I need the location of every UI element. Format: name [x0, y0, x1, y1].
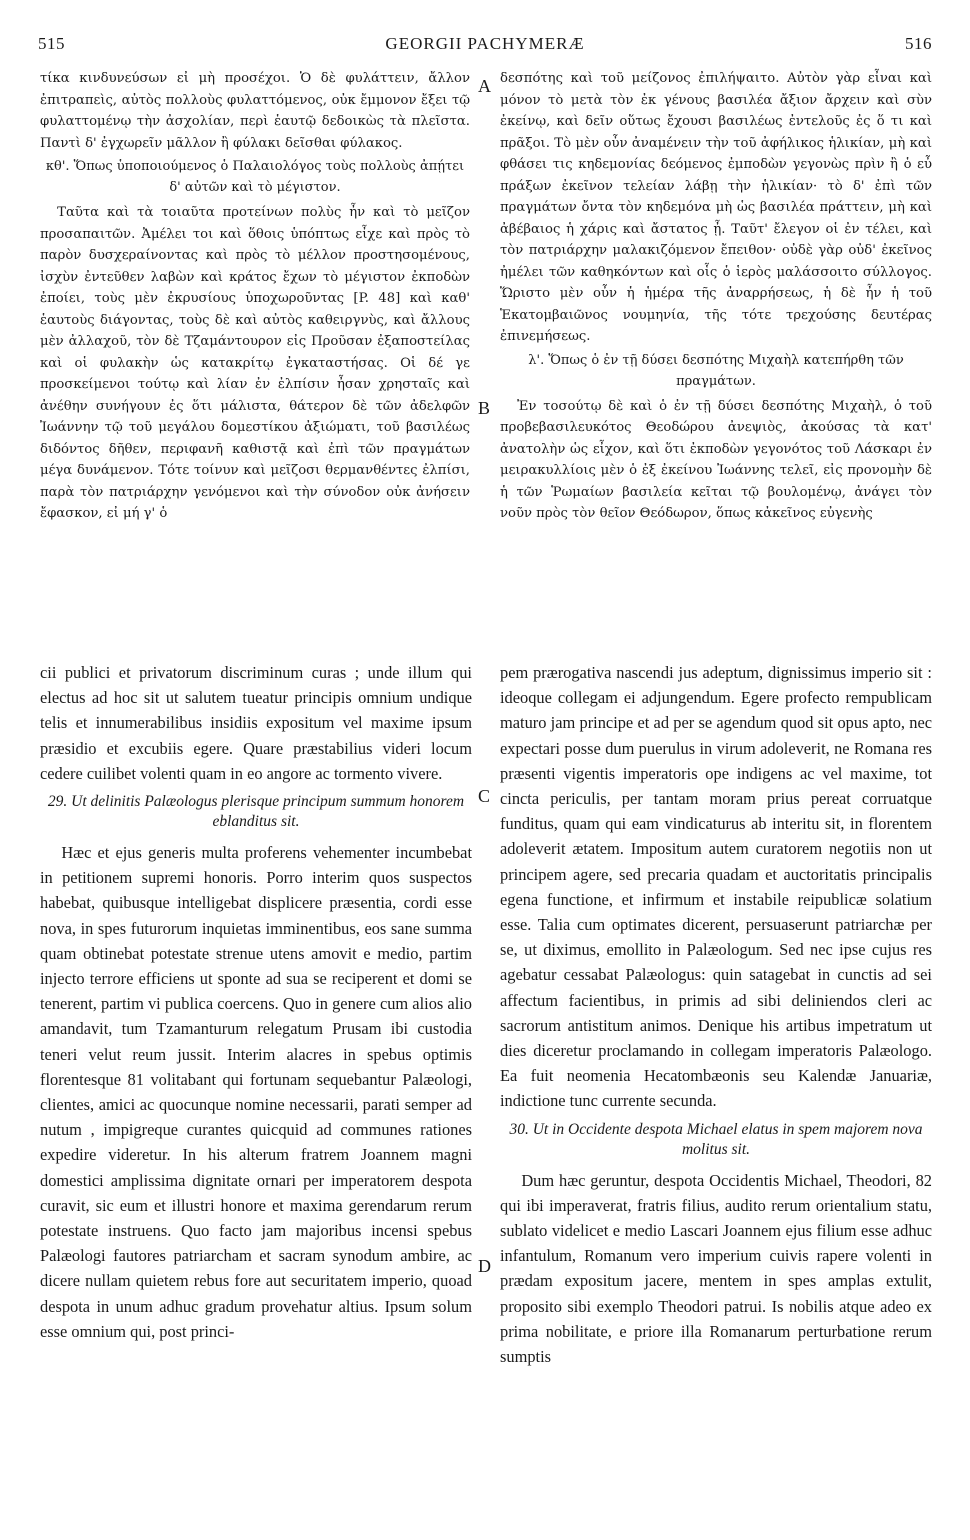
page-number-right: 516: [905, 34, 932, 53]
greek-paragraph: Ἐν τοσούτῳ δὲ καὶ ὁ ἐν τῇ δύσει δεσπότης Μιχαὴλ, ὁ τοῦ προβεβασιλευκότος Θεοδώρου ἀνεψιὸς, ἀκούσας τὰ κατ' ἀνατολὴν ὡς εἶχον, καὶ ὅτι ἐκποδὼν γεγονότος τοῦ Λάσκαρι ἐν μειρακυλλίοις μὲν ὁ ἐξ ἐκείνου Ἰωάννης τελεῖ, εἰς προνομὴν δὲ ἡ τῶν Ῥωμαίων βασιλεία κεῖται τῷ βουλομένῳ, ἀνάγει τὸν νοῦν πρὸς τὸν θεῖον Θεόδωρον, ὅπως κἀκεῖνος εὐγενὴς: [500, 398, 932, 521]
latin-paragraph: Hæc et ejus generis multa proferens vehementer incumbebat in petitionem supremi honoris. Porro interim quos suspectos habebat, quibusque intelligebat displicere præsentia, cordi esse nova, in spes futurorum inquietas imminentibus, eos sane summa quam obtinebat potestate strenue utens amovit e medio, partim injecto terrore efficiens ut sponte ad sua se reciperent et domi se tenerent, partim vi publica coercens. Quo in genere cum alios alio amandavit, tum Tzamanturum relegatum Prusam ibi custodia teneri velut reum jussit. Interim alacres in spebus optimis florentesque 81 volitabant qui fortunam sequebantur Palæologi, clientes, amici ac quocunque nomine necessarii, parati semper ad nutum , impigreque curantes quicquid ad communes rationes expedire videretur. In his alterum fratrem Joannem magni domestici amplissima dignitate ornari per imperatorem despota curavit, sic eum et illustri honore et maxima gerendarum rerum potestate instruens. Quo facto jam majoribus incensi spebus Palæologi fautores patriarcham et sacram synodum ambire, ac dicere nullam quietem rebus fore aut securitatem imperio, quoad despota in unum adhuc gradum provehatur altius. Ipsum solum esse omnium qui, post princi-: [40, 843, 472, 1341]
greek-column-left: [40, 68, 470, 628]
margin-letter-d: D: [478, 1256, 491, 1276]
greek-paragraph: δεσπότης καὶ τοῦ μείζονος ἐπιλήψαιτο. Αὐτὸν γὰρ εἶναι καὶ μόνον τὸ μετὰ τὸν ἐκ γένους βασιλέα ἄξιον ἄρχειν καὶ σὺν ἐκείνῳ, καὶ δεῖν οὕτως ἔχουσι βασιλέως ἐντελοῦς ἐς ὅ τι καὶ πρᾶξοι. Τὸ μὲν οὖν ἀναμένειν τὴν τοῦ ἀφήλικος ἡλικίαν, μὴ καὶ φθάσει τις κηδεμονίας δεόμενος ἐμποδὼν γεγονὼς πρὶν ἢ ὁ εὖ πράξων ἐκεῖνον τελείαν λάβῃ τὴν ἡλικίαν· τὸ δ' ἐπὶ τῶν πραγμάτων ὄντα τὸν κηδεμόνα μὴ ὡς βασιλέα πράττειν, μὴ καὶ ἀβέβαιος ἡ χάρις καὶ ἄστατος ᾖ. Ταῦτ' ἔλεγον οἱ ἐν τέλει, καὶ τὸν πατριάρχην μαλακιζόμενον ἔπειθον· οὐδὲ γὰρ οὐδ' ἐκεῖνος ἠμέλει τῶν καθηκόντων καὶ οἷς ὁ ἱερὸς μαλάσσοιτο σύλλογος. Ὥριστο μὲν οὖν ἡ ἡμέρα τῆς ἀναρρήσεως, ἡ δὲ ἦν ἡ τοῦ Ἑκατομβαιῶνος νουμηνία, τῆς τότε τρεχούσης δευτέρας ἐπινεμήσεως.: [500, 71, 932, 344]
margin-letter-b: B: [478, 398, 491, 418]
latin-paragraph: pem prærogativa nascendi jus adeptum, dignissimus imperio sit : ideoque collegam ei adjungendum. Egere profecto rempublicam maturo jam principe et ad per se agendum quod sit opus apto, nec expectari posse dum puerulus in virum adoleverit, ne Romana res præsenti vigentis imperatoris ope indigens ac vel maxime, tot cincta periculis, per tantam moram prius pereat corruatque funditus, quam qui eam vindicaturus ab interitu sit, in florentem adoleverit ætatem. Impositum autem curatorem negotiis non ut principem agere, sed precaria quadam et auctoritatis principalis egena functione, et infirmum et instabile reipublicæ solatium esse. Talia cum optimates dicerent, persuaserunt patriarchæ per se, ut diximus, emollito in Palæologum. Sed nec ipse cujus res agebatur cessabat Palæologus: quin satagebat in cunctis ad sei affectum facientibus, in primis ad sibi deliniendos cleri ac sacrorum antistitum animos. Denique his artibus impetratum ut dies diceretur proclamando in collegam imperatoris Palæologo. Ea fuit neomenia Hecatombæonis seu Kalendæ Januariæ, indictione tunc currente secunda.: [500, 663, 932, 1111]
latin-column-right: [500, 660, 932, 1520]
margin-letter-c: C: [478, 786, 491, 806]
latin-column-left: [40, 660, 472, 1520]
greek-chapter-heading: λ'. Ὅπως ὁ ἐν τῇ δύσει δεσπότης Μιχαὴλ κατεπήρθη τῶν πραγμάτων.: [528, 352, 904, 389]
running-title: GEORGII PACHYMERÆ: [385, 34, 585, 53]
latin-chapter-heading: 30. Ut in Occidente despota Michael elatus in spem majorem nova molitus sit.: [509, 1120, 923, 1158]
latin-paragraph: Dum hæc geruntur, despota Occidentis Michael, Theodori, 82 qui ibi imperaverat, fratris filius, audito rerum orientalium statu, sublato videlicet e medio Lascari Joannem ejus filium esse adhuc infantulum, Romanum vero imperium cuivis rapere volenti in prædam expositum jacere, mentem in spes amplas extulit, proposito sibi exemplo Theodori patrui. Is nobilis atque adeo ex prima nobilitate, e priore illa Romanarum perturbatione rerum sumptis: [500, 1170, 932, 1367]
latin-chapter-heading: 29. Ut delinitis Palæologus plerisque principum summum honorem eblanditus sit.: [47, 793, 465, 831]
greek-chapter-heading: κθ'. Ὅπως ὑποποιούμενος ὁ Παλαιολόγος τοὺς πολλοὺς ἀπῄτει δ' αὐτῶν καὶ τὸ μέγιστον.: [45, 159, 465, 195]
page-number-left: 515: [38, 34, 65, 53]
margin-letter-a: A: [478, 76, 491, 96]
latin-paragraph: cii publici et privatorum discriminum curas ; unde illum qui electus ad hoc sit ut salutem tueatur principis omnium undique telis et innumerabilibus insidiis expositum vel maxime ipsum præsidio et excubiis egere. Quare præstabilius videri locum cedere cuilibet volenti quam in eo angore ac tormento vivere.: [40, 663, 472, 783]
page-header: [38, 34, 932, 60]
greek-column-right: [500, 68, 932, 628]
greek-paragraph: τίκα κινδυνεύσων εἰ μὴ προσέχοι. Ὁ δὲ φυλάττειν, ἄλλον ἐπιτραπεὶς, αὐτὸς πολλοὺς φυλαττόμενος, οὐκ ἔμμονον ἔξει τῷ φυλαττομένῳ τὴν ἀσχολίαν, περὶ ἑαυτῷ δεδοικὼς τὰ πλεῖστα. Παντὶ δ' ἐγχωρεῖν μᾶλλον ἢ φύλακι δεῖσθαι φύλακος.: [40, 71, 470, 151]
greek-paragraph: Ταῦτα καὶ τὰ τοιαῦτα προτείνων πολὺς ἦν καὶ τὸ μεῖζον προσαπαιτῶν. Ἀμέλει τοι καὶ ὅθοις ὑπόπτως εἶχε καὶ πρὸς τὸ παρὸν δυσχεραίνοντας καὶ πρὸς τὸ μέλλον προστησομένους, ἰσχὺν ἐντεῦθεν λαβὼν καὶ κράτος ἔχων τὸ μέγιστον ἐκποδὼν ἐποίει, τοὺς μὲν ἐκρυσίους ὑποχωροῦντας [P. 48] καὶ καθ' ἑαυτοὺς διάγοντας, τοὺς δὲ καὶ αὐτὸς καθειργνὺς, καὶ ἄλλους μὲν ἀλλαχοῦ, τὸν δὲ Τζαμάντουρον εἰς Προῦσαν ἐξαποστείλας καὶ οἱ φυλακὴν ὡς κατακρίτῳ ἐγκαταστήσας. Οἱ δέ γε προσκείμενοι τούτῳ καὶ λίαν ἐν ἐλπίσιν ἦσαν χρησταῖς καὶ ἀνέθην συνήγουν ἐς ὅτι μάλιστα, θάτερον δὲ τῶν ἀδελφῶν Ἰωάννην τῷ τοῦ μεγάλου δομεστίκου ἀξιώματι, τοῦ βασιλέως διδόντος δῆθεν, περιφανῆ καθιστᾷ καὶ ἐπὶ τῶν πραγμάτων μέγα δυνάμενον. Τότε τοίνυν καὶ μεῖζοσι θερμανθέντες ἐλπίσι, παρὰ τὸν πατριάρχην γενόμενοι καὶ τὴν σύνοδον οὐκ ἀνήσειν ἔφασκον, εἰ μή γ' ὁ: [40, 205, 470, 521]
